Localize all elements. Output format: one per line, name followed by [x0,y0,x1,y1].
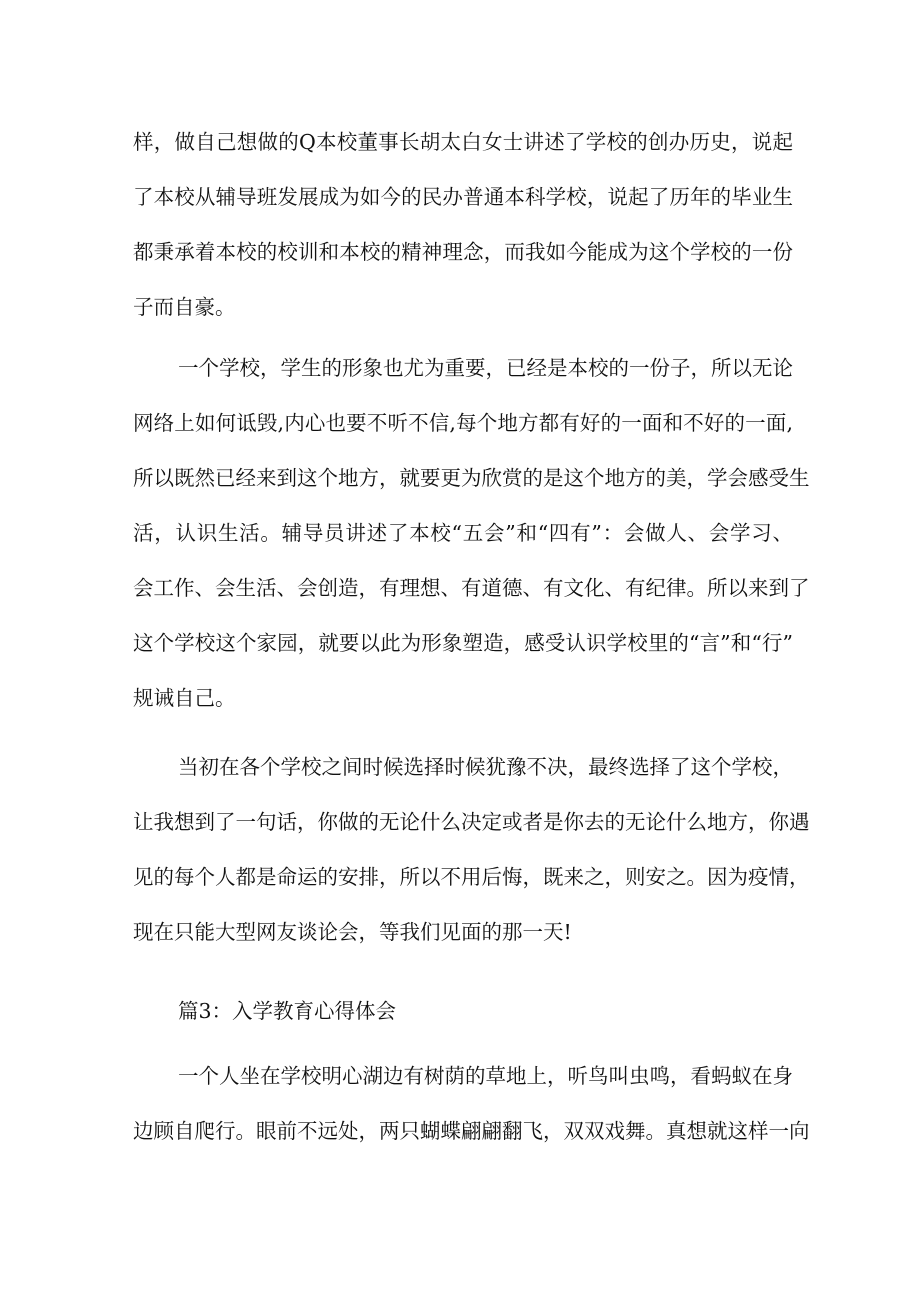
text-line: 活，认识生活。辅导员讲述了本校“五会”和“四有”：会做人、会学习、 [133,521,793,545]
text-line: 一个人坐在学校明心湖边有树荫的草地上，听鸟叫虫鸣，看蚂蚁在身 [178,1064,793,1088]
text-line: 一个学校，学生的形象也尤为重要，已经是本校的一份子，所以无论 [178,356,793,380]
text-line: 子而自豪。 [133,295,236,319]
text-line: 现在只能大型网友谈论会，等我们见面的那一天! [133,920,572,944]
text-line: 边顾自爬行。眼前不远处，两只蝴蝶翩翩翻飞，双双戏舞。真想就这样一向 [133,1119,810,1143]
text-line: 样，做自己想做的Q本校董事长胡太白女士讲述了学校的创办历史，说起 [133,130,793,154]
text-line: 网络上如何诋毁,内心也要不听不信,每个地方都有好的一面和不好的一面, [133,411,793,435]
text-line: 了本校从辅导班发展成为如今的民办普通本科学校，说起了历年的毕业生 [133,185,793,209]
text-line: 让我想到了一句话，你做的无论什么决定或者是你去的无论什么地方，你遇 [133,810,810,834]
text-line: 都秉承着本校的校训和本校的精神理念，而我如今能成为这个学校的一份 [133,240,793,264]
text-line: 这个学校这个家园，就要以此为形象塑造，感受认识学校里的“言”和“行” [133,631,793,655]
text-line: 会工作、会生活、会创造，有理想、有道德、有文化、有纪律。所以来到了 [133,576,810,600]
text-line: 见的每个人都是命运的安排，所以不用后悔，既来之，则安之。因为疫情， [133,865,810,889]
text-line: 规诫自己。 [133,686,236,710]
section-heading: 篇3：入学教育心得体会 [178,999,397,1023]
text-line: 当初在各个学校之间时候选择时候犹豫不决，最终选择了这个学校， [178,755,793,779]
text-line: 所以既然已经来到这个地方，就要更为欣赏的是这个地方的美，学会感受生 [133,466,810,490]
